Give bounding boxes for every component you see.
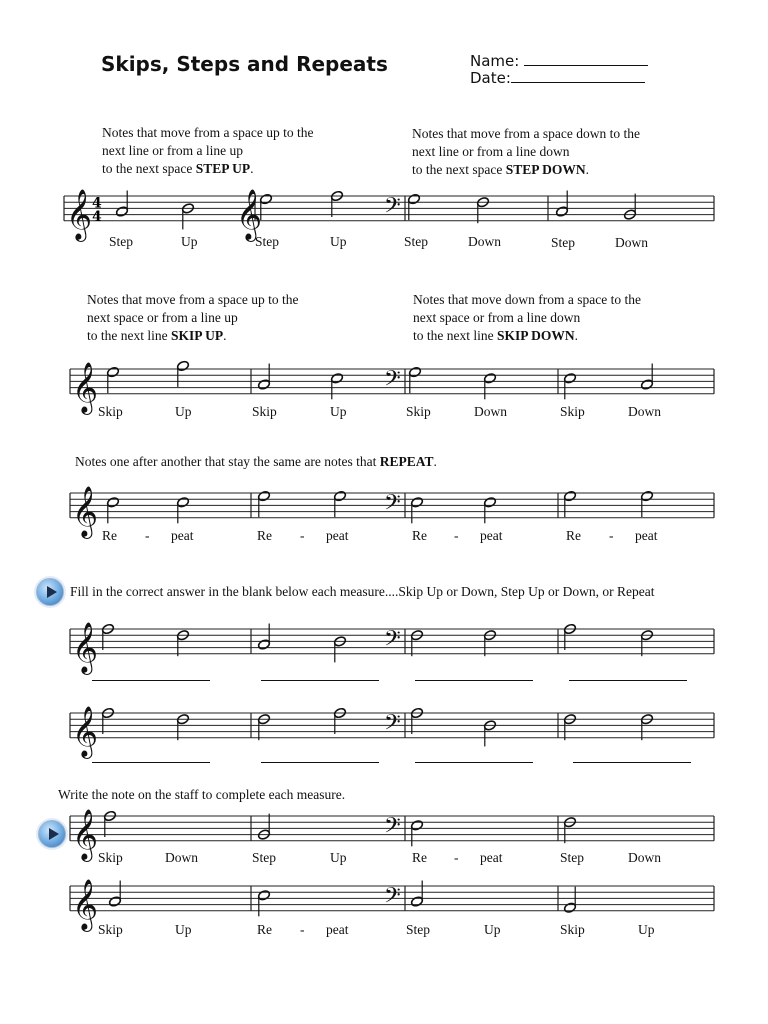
peat-label: peat	[326, 922, 349, 937]
up-label: Up	[484, 922, 501, 937]
skip-up-line-2: next space or from a line up	[87, 310, 238, 325]
name-label: Name:	[470, 52, 520, 70]
half-note	[176, 360, 189, 387]
half-note	[106, 496, 119, 523]
hyphen-label: -	[300, 922, 305, 937]
skip-down-line-3: to the next line SKIP DOWN.	[413, 328, 578, 343]
half-note	[410, 496, 423, 523]
treble-clef-icon: 𝄞	[72, 485, 99, 537]
half-note	[330, 190, 343, 217]
half-note	[640, 629, 653, 656]
bass-clef-icon: 𝄢	[384, 710, 401, 741]
music-staff	[0, 683, 768, 763]
up-label: Up	[175, 922, 192, 937]
peat-label: peat	[480, 850, 503, 865]
half-note	[257, 624, 270, 651]
skip-label: Skip	[98, 922, 123, 937]
half-note	[640, 490, 653, 517]
half-note	[407, 193, 420, 220]
up-label: Up	[181, 234, 198, 249]
write-note-instruction: Write the note on the staff to complete each measure.	[58, 787, 346, 802]
half-note	[176, 629, 189, 656]
down-label: Down	[628, 850, 661, 865]
answer-blank[interactable]	[573, 762, 691, 763]
half-note	[640, 364, 653, 391]
half-note	[115, 191, 128, 218]
skip-label: Skip	[560, 922, 585, 937]
time-signature-top: 4	[92, 195, 102, 212]
answer-blank[interactable]	[261, 680, 379, 681]
hyphen-label: -	[454, 850, 459, 865]
half-note	[563, 372, 576, 399]
half-note	[563, 816, 576, 843]
step-down-line-3: to the next space STEP DOWN.	[412, 162, 589, 177]
half-note	[483, 372, 496, 399]
step-up-line-2: next line or from a line up	[102, 143, 243, 158]
step-down-line-2: next line or from a line down	[412, 144, 570, 159]
music-staff	[0, 599, 768, 679]
half-note	[563, 490, 576, 517]
peat-label: peat	[480, 528, 503, 543]
step-label: Step	[109, 234, 134, 249]
half-note	[333, 707, 346, 734]
half-note	[257, 814, 270, 841]
treble-clef-icon: 𝄞	[66, 188, 93, 240]
re-label: Re	[412, 850, 427, 865]
skip-up-line-3: to the next line SKIP UP.	[87, 328, 227, 343]
half-note	[563, 623, 576, 650]
down-label: Down	[165, 850, 198, 865]
answer-blank[interactable]	[415, 762, 533, 763]
half-note	[257, 889, 270, 916]
up-label: Up	[330, 404, 347, 419]
skip-up-line-1: Notes that move from a space up to the	[87, 292, 299, 307]
answer-blank[interactable]	[92, 762, 210, 763]
skip-label: Skip	[406, 404, 431, 419]
half-note	[101, 623, 114, 650]
fill-in-instruction: Fill in the correct answer in the blank below each measure....Skip Up or Down, Step Up or Down, or Repeat	[70, 584, 655, 599]
bass-clef-icon: 𝄢	[384, 626, 401, 657]
treble-clef-icon: 𝄞	[236, 188, 263, 240]
bass-clef-icon: 𝄢	[384, 490, 401, 521]
half-note	[640, 713, 653, 740]
half-note	[333, 490, 346, 517]
re-label: Re	[257, 528, 272, 543]
re-label: Re	[102, 528, 117, 543]
up-label: Up	[175, 404, 192, 419]
re-label: Re	[412, 528, 427, 543]
hyphen-label: -	[145, 528, 150, 543]
half-note	[410, 629, 423, 656]
half-note	[101, 707, 114, 734]
name-blank	[524, 53, 648, 66]
half-note	[408, 366, 421, 393]
skip-down-line-2: next space or from a line down	[413, 310, 581, 325]
answer-blank[interactable]	[415, 680, 533, 681]
half-note	[483, 719, 496, 746]
name-date-block	[470, 53, 648, 87]
skip-label: Skip	[560, 404, 585, 419]
repeat-instruction: Notes one after another that stay the same are notes that REPEAT.	[75, 454, 437, 469]
half-note	[257, 713, 270, 740]
skip-down-instruction	[413, 291, 641, 345]
down-label: Down	[474, 404, 507, 419]
half-note	[410, 881, 423, 908]
half-note	[257, 490, 270, 517]
half-note	[181, 202, 194, 229]
bass-clef-icon: 𝄢	[384, 366, 401, 397]
re-label: Re	[566, 528, 581, 543]
treble-clef-icon: 𝄞	[72, 878, 99, 930]
down-label: Down	[615, 235, 648, 250]
answer-blank[interactable]	[261, 762, 379, 763]
down-label: Down	[468, 234, 501, 249]
step-label: Step	[404, 234, 429, 249]
half-note	[108, 881, 121, 908]
down-label: Down	[628, 404, 661, 419]
skip-up-instruction	[87, 291, 298, 345]
up-label: Up	[638, 922, 655, 937]
bass-clef-icon: 𝄢	[384, 193, 401, 224]
half-note	[176, 496, 189, 523]
skip-label: Skip	[252, 404, 277, 419]
step-up-line-1: Notes that move from a space up to the	[102, 125, 314, 140]
step-label: Step	[560, 850, 585, 865]
half-note	[410, 707, 423, 734]
step-label: Step	[255, 234, 280, 249]
half-note	[623, 194, 636, 221]
half-note	[563, 887, 576, 914]
treble-clef-icon: 𝄞	[72, 705, 99, 757]
skip-label: Skip	[98, 850, 123, 865]
hyphen-label: -	[300, 528, 305, 543]
half-note	[333, 635, 346, 662]
half-note	[103, 810, 116, 837]
treble-clef-icon: 𝄞	[72, 808, 99, 860]
treble-clef-icon: 𝄞	[72, 621, 99, 673]
treble-clef-icon: 𝄞	[72, 361, 99, 413]
step-label: Step	[406, 922, 431, 937]
peat-label: peat	[171, 528, 194, 543]
hyphen-label: -	[454, 528, 459, 543]
step-down-line-1: Notes that move from a space down to the	[412, 126, 640, 141]
date-label: Date:	[470, 69, 511, 87]
step-up-line-3: to the next space STEP UP.	[102, 161, 254, 176]
peat-label: peat	[635, 528, 658, 543]
half-note	[563, 713, 576, 740]
re-label: Re	[257, 922, 272, 937]
half-note	[483, 629, 496, 656]
time-signature-bottom: 4	[92, 208, 102, 225]
skip-down-line-1: Notes that move down from a space to the	[413, 292, 641, 307]
half-note	[555, 191, 568, 218]
skip-label: Skip	[98, 404, 123, 419]
hyphen-label: -	[609, 528, 614, 543]
half-note	[483, 496, 496, 523]
date-blank	[511, 70, 645, 83]
step-label: Step	[252, 850, 277, 865]
worksheet-title: Skips, Steps and Repeats	[101, 52, 388, 76]
half-note	[106, 366, 119, 393]
half-note	[410, 819, 423, 846]
half-note	[176, 713, 189, 740]
half-note	[330, 372, 343, 399]
up-label: Up	[330, 234, 347, 249]
bass-clef-icon: 𝄢	[384, 813, 401, 844]
bass-clef-icon: 𝄢	[384, 883, 401, 914]
answer-blank[interactable]	[569, 680, 687, 681]
answer-blank[interactable]	[92, 680, 210, 681]
step-label: Step	[551, 235, 576, 250]
up-label: Up	[330, 850, 347, 865]
peat-label: peat	[326, 528, 349, 543]
half-note	[476, 196, 489, 223]
half-note	[259, 193, 272, 220]
half-note	[257, 364, 270, 391]
